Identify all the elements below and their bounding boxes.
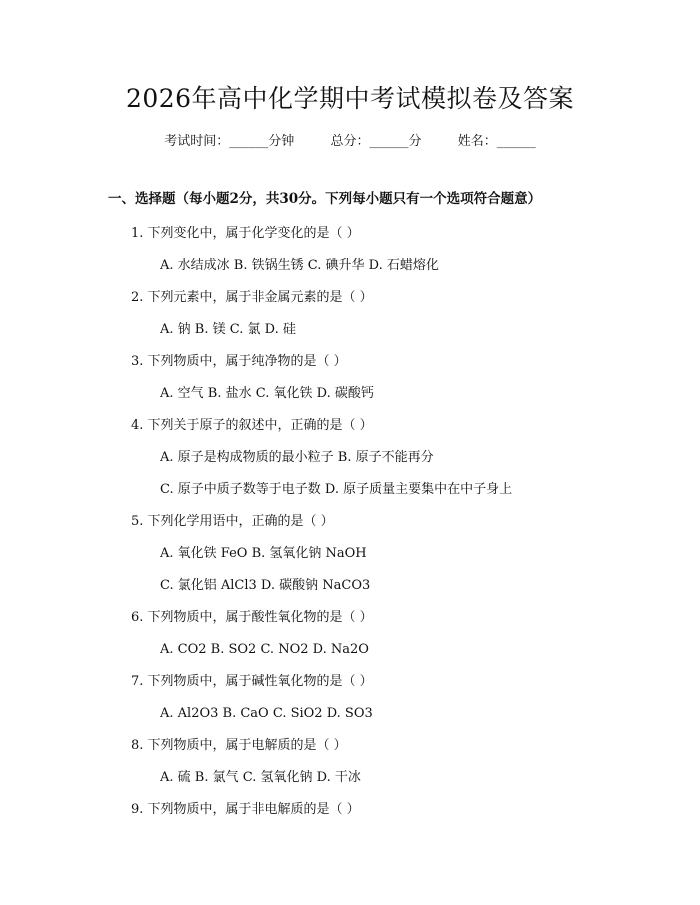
question-6: 6. 下列物质中，属于酸性氧化物的是（ ） [131,610,373,625]
question-6-options: A. CO2 B. SO2 C. NO2 D. Na2O [160,642,369,657]
question-3: 3. 下列物质中，属于纯净物的是（ ） [131,354,347,369]
question-2: 2. 下列元素中，属于非金属元素的是（ ） [131,290,373,305]
question-1: 1. 下列变化中，属于化学变化的是（ ） [131,226,360,241]
question-2-options: A. 钠 B. 镁 C. 氯 D. 硅 [160,322,296,337]
question-7-options: A. Al2O3 B. CaO C. SiO2 D. SO3 [160,706,373,721]
question-5: 5. 下列化学用语中，正确的是（ ） [131,514,334,529]
total-score-field: 总分：______分 [330,134,422,149]
question-4-options-ab: A. 原子是构成物质的最小粒子 B. 原子不能再分 [160,450,434,465]
question-4-options-cd: C. 原子中质子数等于电子数 D. 原子质量主要集中在中子身上 [160,482,513,497]
question-3-options: A. 空气 B. 盐水 C. 氧化铁 D. 碳酸钙 [160,386,374,401]
question-8-options: A. 硫 B. 氯气 C. 氢氧化钠 D. 干冰 [160,770,361,785]
exam-time-field: 考试时间：______分钟 [164,134,295,149]
question-5-options-cd: C. 氯化铝 AlCl3 D. 碳酸钠 NaCO3 [160,578,371,593]
question-9: 9. 下列物质中，属于非电解质的是（ ） [131,802,360,817]
question-4: 4. 下列关于原子的叙述中，正确的是（ ） [131,418,373,433]
section-heading: 一、选择题（每小题2分，共30分。下列每小题只有一个选项符合题意） [108,191,542,207]
student-name-field: 姓名：______ [457,134,536,149]
document-title: 2026年高中化学期中考试模拟卷及答案 [125,84,575,113]
question-5-options-ab: A. 氧化铁 FeO B. 氢氧化钠 NaOH [160,546,367,561]
question-7: 7. 下列物质中，属于碱性氧化物的是（ ） [131,674,373,689]
question-1-options: A. 水结成冰 B. 铁锅生锈 C. 碘升华 D. 石蜡熔化 [160,258,439,273]
exam-info-line [0,132,700,152]
question-8: 8. 下列物质中，属于电解质的是（ ） [131,738,347,753]
